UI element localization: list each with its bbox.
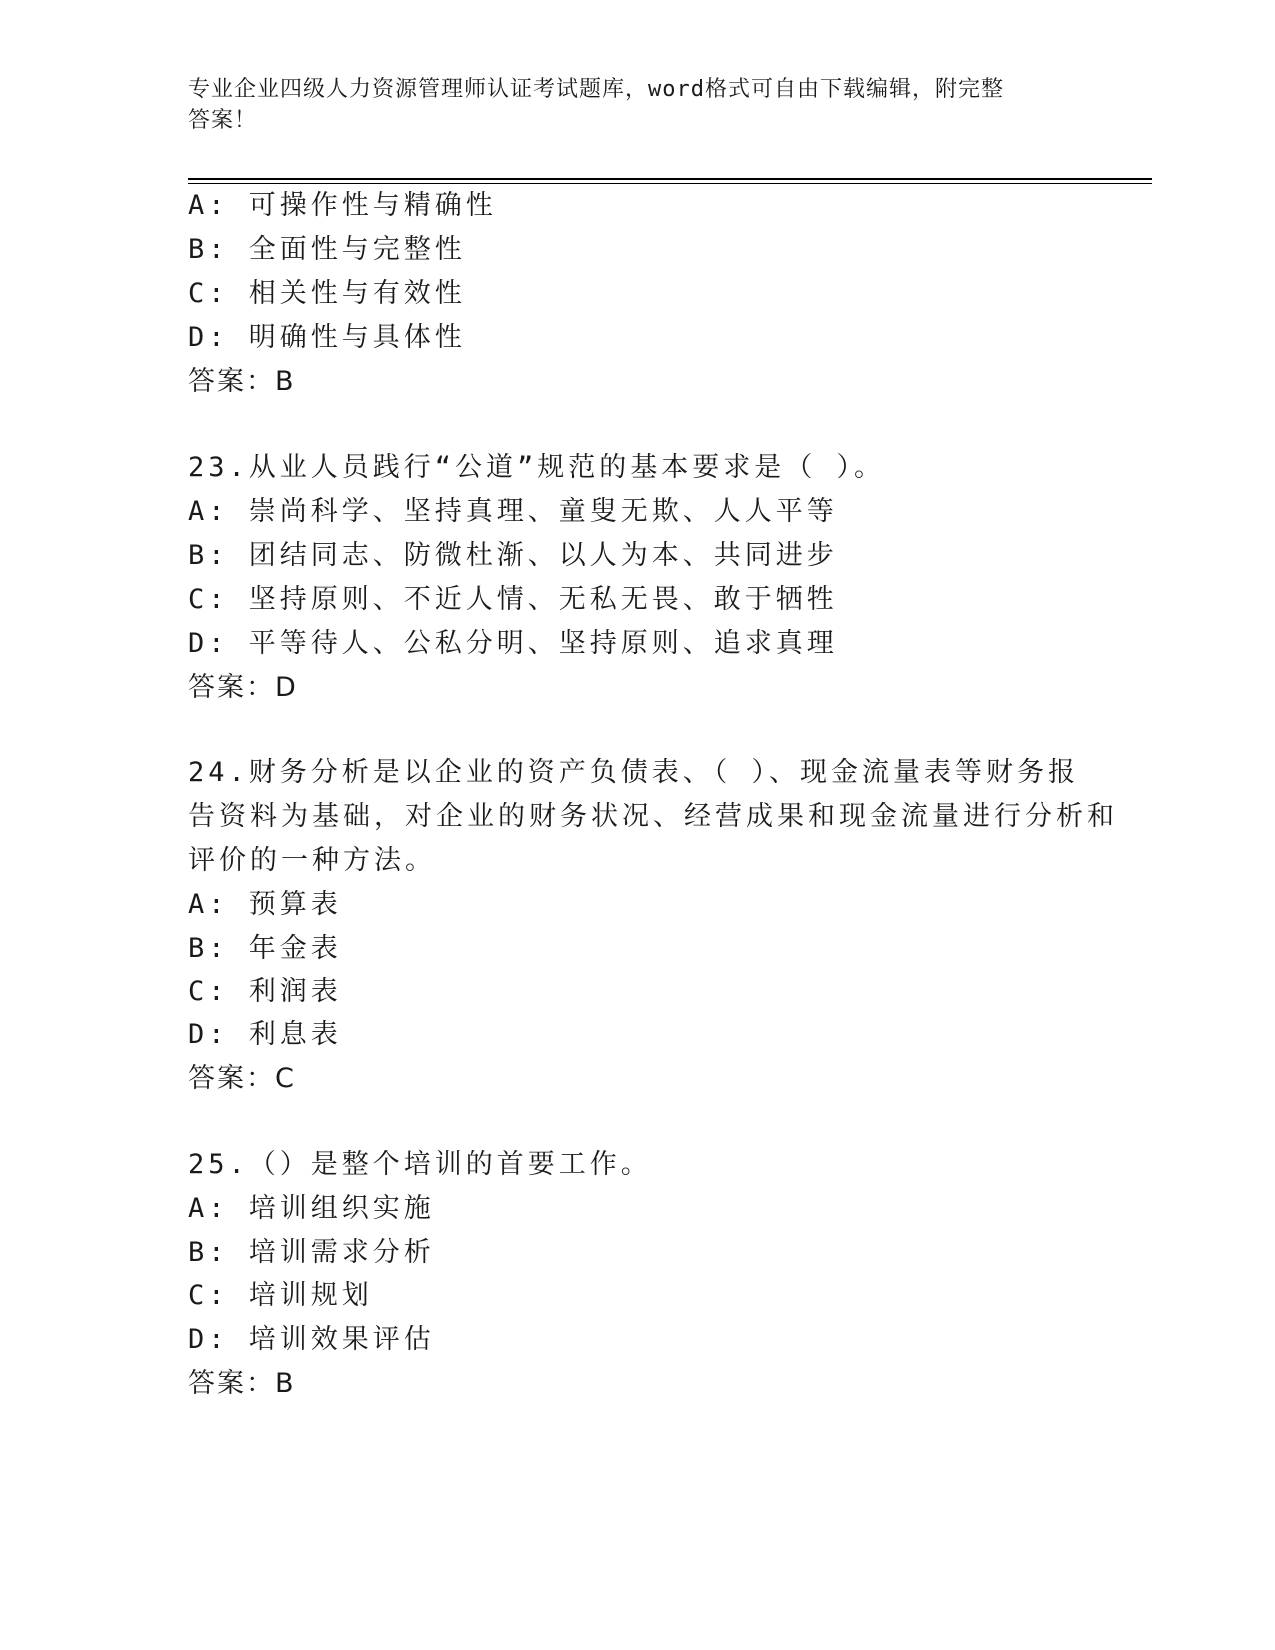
q25-option-c: C: 培训规划 (188, 1280, 373, 1311)
header-divider-thick (188, 178, 1152, 180)
header-line-2: 答案！ (188, 108, 258, 133)
q25-option-a: A: 培训组织实施 (188, 1193, 435, 1224)
q23-answer: 答案：D (188, 672, 298, 703)
q24-option-b: B: 年金表 (188, 933, 342, 964)
q24-option-c: C: 利润表 (188, 976, 342, 1007)
q24-option-a: A: 预算表 (188, 889, 342, 920)
q23-option-d: D: 平等待人、公私分明、坚持原则、追求真理 (188, 628, 838, 659)
q22-option-c: C: 相关性与有效性 (188, 278, 466, 309)
header-divider-thin (188, 183, 1152, 184)
q24-question-line-3: 评价的一种方法。 (188, 845, 436, 876)
q22-option-b: B: 全面性与完整性 (188, 234, 466, 265)
q24-question-line-2: 告资料为基础，对企业的财务状况、经营成果和现金流量进行分析和 (188, 801, 1118, 832)
q22-option-a: A: 可操作性与精确性 (188, 190, 497, 221)
q24-answer: 答案：C (188, 1063, 296, 1094)
q23-option-b: B: 团结同志、防微杜渐、以人为本、共同进步 (188, 540, 838, 571)
q25-option-b: B: 培训需求分析 (188, 1237, 435, 1268)
q22-option-d: D: 明确性与具体性 (188, 322, 466, 353)
q24-option-d: D: 利息表 (188, 1019, 342, 1050)
q23-option-a: A: 崇尚科学、坚持真理、童叟无欺、人人平等 (188, 496, 838, 527)
document-header (188, 74, 1068, 136)
header-line-1: 专业企业四级人力资源管理师认证考试题库，word格式可自由下载编辑，附完整 (188, 77, 1004, 102)
q22-answer: 答案：B (188, 366, 296, 397)
q25-option-d: D: 培训效果评估 (188, 1324, 435, 1355)
q25-question: 25.（）是整个培训的首要工作。 (188, 1149, 652, 1180)
q23-question: 23.从业人员践行“公道”规范的基本要求是（ ）。 (188, 452, 886, 483)
q25-answer: 答案：B (188, 1368, 296, 1399)
q23-option-c: C: 坚持原则、不近人情、无私无畏、敢于牺牲 (188, 584, 838, 615)
q24-question-line-1: 24.财务分析是以企业的资产负债表、（ ）、现金流量表等财务报 (188, 757, 1080, 788)
